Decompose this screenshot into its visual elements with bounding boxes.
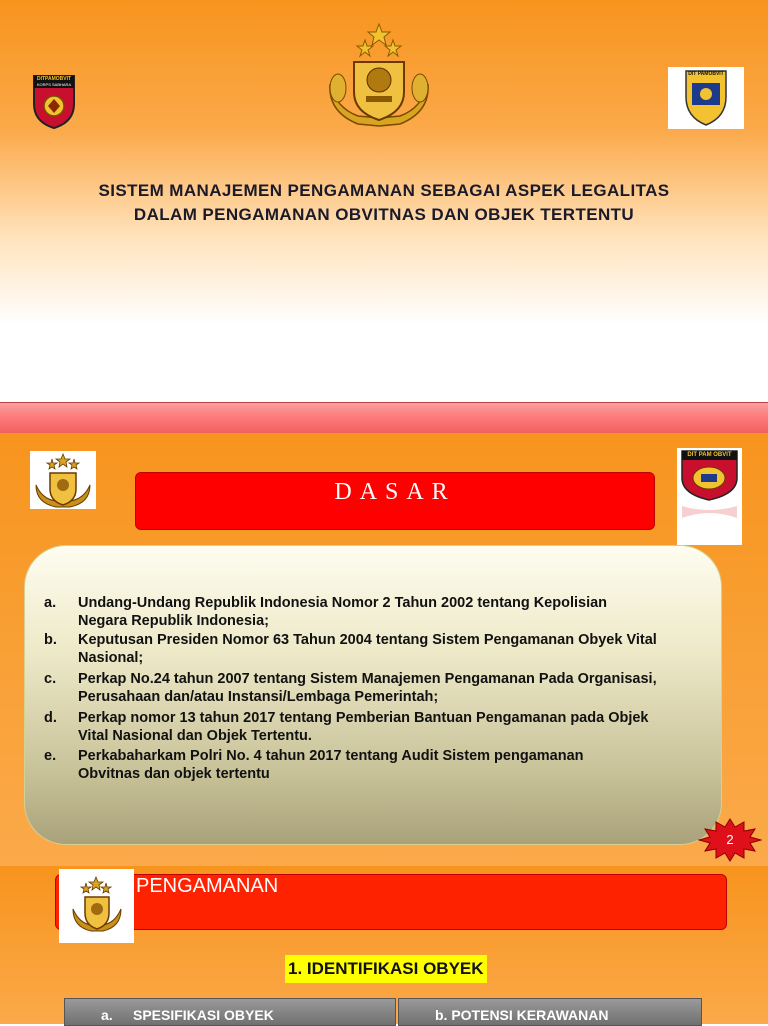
left-logo-subtitle: KORPS SABHARA	[36, 82, 72, 87]
dasar-item-text: Obvitnas dan objek tertentu	[78, 766, 270, 782]
spesifikasi-text: SPESIFIKASI OBYEK	[133, 1007, 274, 1023]
dasar-item-text: Perkabaharkam Polri No. 4 tahun 2017 tentang Audit Sistem pengamanan	[78, 748, 584, 764]
dasar-item-label: a.	[44, 595, 57, 611]
ditpamobvit-shield-icon	[32, 74, 76, 130]
potensi-kerawanan-box	[398, 998, 702, 1026]
dasar-item-text: Vital Nasional dan Objek Tertentu.	[78, 728, 312, 744]
right-logo-title: DIT PAMOBVIT	[688, 71, 724, 77]
right-logo-box	[668, 67, 744, 129]
dasar-item-text: Nasional;	[78, 650, 144, 666]
dasar-item-label: d.	[44, 710, 57, 726]
police-emblem-icon	[318, 22, 440, 130]
identifikasi-obyek-title	[285, 955, 487, 983]
slide-3-left-logo-box	[59, 869, 134, 943]
dasar-item-label: e.	[44, 748, 57, 764]
dasar-item-label: b.	[44, 632, 57, 648]
dasar-item-text: Perkap No.24 tahun 2007 tentang Sistem Manajemen Pengamanan Pada Organisasi,	[78, 671, 657, 687]
dit-pam-obvit-badge-icon	[677, 448, 742, 545]
slide-1	[0, 0, 768, 433]
dasar-item-label: c.	[44, 671, 57, 687]
page-number-badge	[698, 818, 762, 862]
pengamanan-heading-bar	[55, 874, 727, 930]
dasar-item-text: Negara Republik Indonesia;	[78, 613, 269, 629]
potensi-kerawanan-text: b. POTENSI KERAWANAN	[435, 1007, 609, 1023]
dasar-item-text: Perusahaan dan/atau Instansi/Lembaga Pemerintah;	[78, 689, 439, 705]
dasar-item-text: Undang-Undang Republik Indonesia Nomor 2 Tahun 2002 tentang Kepolisian	[78, 595, 608, 611]
identifikasi-obyek-text: 1. IDENTIFIKASI OBYEK	[288, 959, 484, 978]
right-badge-title: DIT PAM OBVIT	[687, 452, 732, 458]
spesifikasi-obyek-box	[64, 998, 396, 1026]
dasar-heading-bar	[135, 472, 655, 530]
dasar-heading: DASAR	[334, 479, 456, 505]
slide-2-left-logo-box	[30, 451, 96, 509]
spesifikasi-label: a.	[101, 1007, 113, 1023]
dasar-item-text: Perkap nomor 13 tahun 2017 tentang Pemberian Bantuan Pengamanan pada Objek	[78, 710, 649, 726]
left-logo-title: DITPAMOBVIT	[36, 76, 72, 82]
slide-divider	[0, 402, 768, 434]
slide-2-right-logo-box	[677, 448, 742, 545]
slide-1-title-line-1: SISTEM MANAJEMEN PENGAMANAN SEBAGAI ASPEK LEGALITAS	[98, 181, 670, 200]
pengamanan-heading: PENGAMANAN	[136, 875, 279, 897]
police-emblem-small-icon	[30, 451, 96, 509]
dasar-item-text: Keputusan Presiden Nomor 63 Tahun 2004 tentang Sistem Pengamanan Obyek Vital	[78, 632, 657, 648]
slide-1-title-line-2: DALAM PENGAMANAN OBVITNAS DAN OBJEK TERTENTU	[133, 205, 635, 224]
page-number: 2	[726, 832, 734, 847]
police-emblem-small-icon	[59, 869, 134, 943]
